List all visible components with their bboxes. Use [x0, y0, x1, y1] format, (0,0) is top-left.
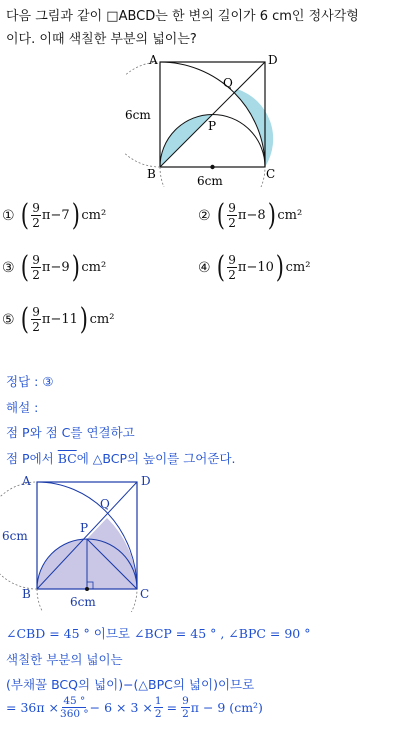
question-line-1: 다음 그림과 같이 □ABCD는 한 변의 길이가 6 cm인 정사각형: [6, 9, 359, 24]
label-d: D: [268, 53, 278, 67]
option-5[interactable]: ⑤ ( $\frac{9}{2}$ π−11 ) cm²: [2, 302, 115, 337]
label-b: B: [22, 587, 31, 601]
label-q: Q: [223, 76, 233, 90]
shaded-region-2: [233, 89, 273, 167]
step-1: 점 P와 점 C를 연결하고: [6, 425, 135, 440]
side-label-bottom: 6cm: [70, 595, 96, 609]
angles-line: ∠CBD = 45 ° 이므로 ∠BCP = 45 ° , ∠BPC = 90 °: [6, 626, 311, 641]
label-a: A: [22, 474, 31, 488]
area-formula: (부채꼴 BCQ의 넓이)−(△BPC의 넓이)이므로: [6, 677, 255, 692]
label-c: C: [266, 167, 276, 181]
center-point: [85, 587, 89, 591]
label-p: P: [208, 119, 217, 133]
label-q: Q: [100, 497, 110, 511]
option-4[interactable]: ④ ( $\frac{9}{2}$ π−10 ) cm²: [198, 250, 311, 285]
side-label-left: 6cm: [125, 108, 151, 122]
option-5-number: ⑤: [2, 311, 15, 328]
option-4-number: ④: [198, 259, 211, 276]
step-2: 점 P에서 $\overline{BC}$에 △BCP의 높이를 그어준다.: [6, 451, 236, 466]
side-label-bottom: 6cm: [197, 174, 223, 187]
figure-2: [0, 472, 160, 612]
label-p: P: [80, 521, 89, 535]
area-title: 색칠한 부분의 넓이는: [6, 652, 123, 667]
label-a: A: [149, 53, 158, 67]
center-point: [210, 165, 214, 169]
calculation-line: = 36π × $\frac{45 ^\circ}{360 ^\circ}$ − 6 × 3 × $\frac{1}{2}$ = $\frac{9}{2}$ π − 9 (cm²): [6, 695, 263, 720]
option-3[interactable]: ③ ( $\frac{9}{2}$ π−9 ) cm²: [2, 250, 107, 285]
explanation-heading: 해설 :: [6, 400, 39, 415]
answer-line: 정답 : ③: [6, 374, 54, 389]
segment-bc: $\overline{BC}$: [57, 451, 77, 466]
option-2-number: ②: [198, 207, 211, 224]
figure-1: [125, 52, 285, 187]
label-c: C: [140, 587, 150, 601]
option-1-number: ①: [2, 207, 15, 224]
label-b: B: [147, 167, 156, 181]
option-3-number: ③: [2, 259, 15, 276]
option-1[interactable]: ① ( $\frac{9}{2}$ π−7 ) cm²: [2, 198, 107, 233]
question-line-2: 이다. 이때 색칠한 부분의 넓이는?: [6, 32, 197, 47]
option-2[interactable]: ② ( $\frac{9}{2}$ π−8 ) cm²: [198, 198, 303, 233]
side-label-left: 6cm: [2, 529, 28, 543]
label-d: D: [141, 474, 151, 488]
